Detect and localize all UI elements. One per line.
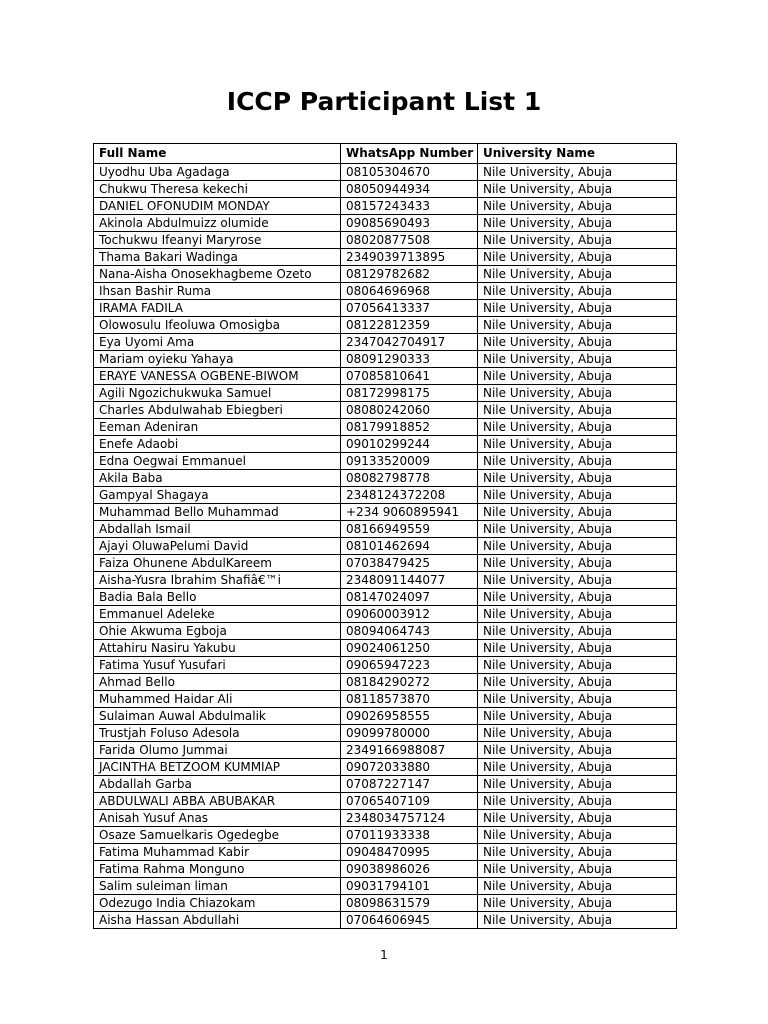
table-row <box>94 215 677 232</box>
table-header-row <box>94 144 677 164</box>
university-name-cell: Nile University, Abuja <box>478 589 677 606</box>
full-name-cell: Abdallah Garba <box>94 776 341 793</box>
full-name-cell: Mariam oyieku Yahaya <box>94 351 341 368</box>
whatsapp-number-cell: +234 9060895941 <box>341 504 478 521</box>
university-name-cell: Nile University, Abuja <box>478 776 677 793</box>
whatsapp-number-cell: 08122812359 <box>341 317 478 334</box>
whatsapp-number-cell: 08157243433 <box>341 198 478 215</box>
table-row <box>94 181 677 198</box>
full-name-cell: Edna Oegwai Emmanuel <box>94 453 341 470</box>
university-name-cell: Nile University, Abuja <box>478 691 677 708</box>
whatsapp-number-cell: 09031794101 <box>341 878 478 895</box>
full-name-cell: ABDULWALI ABBA ABUBAKAR <box>94 793 341 810</box>
table-row <box>94 674 677 691</box>
whatsapp-number-cell: 08147024097 <box>341 589 478 606</box>
whatsapp-number-cell: 2348091144077 <box>341 572 478 589</box>
table-row <box>94 470 677 487</box>
university-name-cell: Nile University, Abuja <box>478 912 677 929</box>
whatsapp-number-cell: 09024061250 <box>341 640 478 657</box>
whatsapp-number-cell: 08050944934 <box>341 181 478 198</box>
full-name-cell: Ajayi OluwaPelumi David <box>94 538 341 555</box>
whatsapp-number-cell: 07056413337 <box>341 300 478 317</box>
table-row <box>94 895 677 912</box>
full-name-cell: Chukwu Theresa kekechi <box>94 181 341 198</box>
table-row <box>94 266 677 283</box>
column-header-whatsapp-number: WhatsApp Number <box>341 144 478 164</box>
whatsapp-number-cell: 2348034757124 <box>341 810 478 827</box>
full-name-cell: Muhammed Haidar Ali <box>94 691 341 708</box>
table-row <box>94 334 677 351</box>
column-header-university-name: University Name <box>478 144 677 164</box>
university-name-cell: Nile University, Abuja <box>478 810 677 827</box>
whatsapp-number-cell: 07038479425 <box>341 555 478 572</box>
whatsapp-number-cell: 07064606945 <box>341 912 478 929</box>
whatsapp-number-cell: 07065407109 <box>341 793 478 810</box>
university-name-cell: Nile University, Abuja <box>478 725 677 742</box>
whatsapp-number-cell: 08129782682 <box>341 266 478 283</box>
full-name-cell: Thama Bakari Wadinga <box>94 249 341 266</box>
university-name-cell: Nile University, Abuja <box>478 232 677 249</box>
full-name-cell: JACINTHA BETZOOM KUMMIAP <box>94 759 341 776</box>
table-row <box>94 589 677 606</box>
full-name-cell: Anisah Yusuf Anas <box>94 810 341 827</box>
university-name-cell: Nile University, Abuja <box>478 283 677 300</box>
full-name-cell: Aisha Hassan Abdullahi <box>94 912 341 929</box>
table-row <box>94 164 677 181</box>
whatsapp-number-cell: 09072033880 <box>341 759 478 776</box>
table-row <box>94 572 677 589</box>
full-name-cell: Tochukwu Ifeanyi Maryrose <box>94 232 341 249</box>
table-row <box>94 232 677 249</box>
university-name-cell: Nile University, Abuja <box>478 742 677 759</box>
whatsapp-number-cell: 09099780000 <box>341 725 478 742</box>
university-name-cell: Nile University, Abuja <box>478 402 677 419</box>
whatsapp-number-cell: 08172998175 <box>341 385 478 402</box>
table-row <box>94 640 677 657</box>
full-name-cell: Badia Bala Bello <box>94 589 341 606</box>
university-name-cell: Nile University, Abuja <box>478 453 677 470</box>
table-row <box>94 300 677 317</box>
university-name-cell: Nile University, Abuja <box>478 317 677 334</box>
university-name-cell: Nile University, Abuja <box>478 334 677 351</box>
whatsapp-number-cell: 09048470995 <box>341 844 478 861</box>
whatsapp-number-cell: 07087227147 <box>341 776 478 793</box>
full-name-cell: Olowosulu Ifeoluwa Omosigba <box>94 317 341 334</box>
full-name-cell: Osaze Samuelkaris Ogedegbe <box>94 827 341 844</box>
whatsapp-number-cell: 09133520009 <box>341 453 478 470</box>
full-name-cell: Nana-Aisha Onosekhagbeme Ozeto <box>94 266 341 283</box>
whatsapp-number-cell: 09038986026 <box>341 861 478 878</box>
full-name-cell: Ahmad Bello <box>94 674 341 691</box>
university-name-cell: Nile University, Abuja <box>478 521 677 538</box>
full-name-cell: Emmanuel Adeleke <box>94 606 341 623</box>
whatsapp-number-cell: 08179918852 <box>341 419 478 436</box>
full-name-cell: Agili Ngozichukwuka Samuel <box>94 385 341 402</box>
whatsapp-number-cell: 08080242060 <box>341 402 478 419</box>
university-name-cell: Nile University, Abuja <box>478 249 677 266</box>
table-row <box>94 844 677 861</box>
full-name-cell: Fatima Rahma Monguno <box>94 861 341 878</box>
table-row <box>94 385 677 402</box>
university-name-cell: Nile University, Abuja <box>478 827 677 844</box>
table-row <box>94 810 677 827</box>
full-name-cell: ERAYE VANESSA OGBENE-BIWOM <box>94 368 341 385</box>
university-name-cell: Nile University, Abuja <box>478 538 677 555</box>
whatsapp-number-cell: 2349039713895 <box>341 249 478 266</box>
table-row <box>94 487 677 504</box>
university-name-cell: Nile University, Abuja <box>478 198 677 215</box>
whatsapp-number-cell: 08094064743 <box>341 623 478 640</box>
whatsapp-number-cell: 08082798778 <box>341 470 478 487</box>
university-name-cell: Nile University, Abuja <box>478 623 677 640</box>
whatsapp-number-cell: 08101462694 <box>341 538 478 555</box>
full-name-cell: Akinola Abdulmuizz olumide <box>94 215 341 232</box>
table-row <box>94 521 677 538</box>
page-number: 1 <box>380 948 388 962</box>
university-name-cell: Nile University, Abuja <box>478 164 677 181</box>
full-name-cell: Odezugo India Chiazokam <box>94 895 341 912</box>
page-title: ICCP Participant List 1 <box>226 87 542 116</box>
table-row <box>94 776 677 793</box>
university-name-cell: Nile University, Abuja <box>478 181 677 198</box>
table-row <box>94 793 677 810</box>
full-name-cell: Faiza Ohunene AbdulKareem <box>94 555 341 572</box>
full-name-cell: Fatima Yusuf Yusufari <box>94 657 341 674</box>
table-row <box>94 657 677 674</box>
table-row <box>94 691 677 708</box>
full-name-cell: Sulaiman Auwal Abdulmalik <box>94 708 341 725</box>
university-name-cell: Nile University, Abuja <box>478 368 677 385</box>
full-name-cell: Muhammad Bello Muhammad <box>94 504 341 521</box>
participant-table <box>93 143 677 929</box>
full-name-cell: Attahiru Nasiru Yakubu <box>94 640 341 657</box>
full-name-cell: Charles Abdulwahab Ebiegberi <box>94 402 341 419</box>
table-row <box>94 198 677 215</box>
table-row <box>94 419 677 436</box>
full-name-cell: Enefe Adaobi <box>94 436 341 453</box>
university-name-cell: Nile University, Abuja <box>478 640 677 657</box>
table-row <box>94 402 677 419</box>
full-name-cell: Eya Uyomi Ama <box>94 334 341 351</box>
whatsapp-number-cell: 08098631579 <box>341 895 478 912</box>
table-row <box>94 317 677 334</box>
full-name-cell: Ohie Akwuma Egboja <box>94 623 341 640</box>
university-name-cell: Nile University, Abuja <box>478 759 677 776</box>
full-name-cell: DANIEL OFONUDIM MONDAY <box>94 198 341 215</box>
table-row <box>94 827 677 844</box>
whatsapp-number-cell: 08091290333 <box>341 351 478 368</box>
table-row <box>94 623 677 640</box>
university-name-cell: Nile University, Abuja <box>478 572 677 589</box>
university-name-cell: Nile University, Abuja <box>478 487 677 504</box>
university-name-cell: Nile University, Abuja <box>478 300 677 317</box>
university-name-cell: Nile University, Abuja <box>478 419 677 436</box>
table-row <box>94 725 677 742</box>
table-row <box>94 861 677 878</box>
university-name-cell: Nile University, Abuja <box>478 504 677 521</box>
full-name-cell: Fatima Muhammad Kabir <box>94 844 341 861</box>
whatsapp-number-cell: 09010299244 <box>341 436 478 453</box>
university-name-cell: Nile University, Abuja <box>478 861 677 878</box>
university-name-cell: Nile University, Abuja <box>478 385 677 402</box>
table-row <box>94 453 677 470</box>
university-name-cell: Nile University, Abuja <box>478 657 677 674</box>
full-name-cell: Trustjah Foluso Adesola <box>94 725 341 742</box>
table-row <box>94 878 677 895</box>
university-name-cell: Nile University, Abuja <box>478 606 677 623</box>
whatsapp-number-cell: 08184290272 <box>341 674 478 691</box>
table-row <box>94 504 677 521</box>
whatsapp-number-cell: 07011933338 <box>341 827 478 844</box>
table-body <box>94 164 677 929</box>
table-row <box>94 538 677 555</box>
table-row <box>94 708 677 725</box>
table-row <box>94 759 677 776</box>
full-name-cell: Abdallah Ismail <box>94 521 341 538</box>
whatsapp-number-cell: 09026958555 <box>341 708 478 725</box>
table-row <box>94 351 677 368</box>
university-name-cell: Nile University, Abuja <box>478 895 677 912</box>
whatsapp-number-cell: 07085810641 <box>341 368 478 385</box>
whatsapp-number-cell: 08020877508 <box>341 232 478 249</box>
whatsapp-number-cell: 08118573870 <box>341 691 478 708</box>
table-row <box>94 368 677 385</box>
table-row <box>94 249 677 266</box>
university-name-cell: Nile University, Abuja <box>478 844 677 861</box>
full-name-cell: Eeman Adeniran <box>94 419 341 436</box>
university-name-cell: Nile University, Abuja <box>478 436 677 453</box>
whatsapp-number-cell: 2348124372208 <box>341 487 478 504</box>
full-name-cell: Aisha-Yusra Ibrahim Shafiâ€™i <box>94 572 341 589</box>
whatsapp-number-cell: 2347042704917 <box>341 334 478 351</box>
whatsapp-number-cell: 08064696968 <box>341 283 478 300</box>
table-row <box>94 436 677 453</box>
full-name-cell: Gampyal Shagaya <box>94 487 341 504</box>
full-name-cell: Uyodhu Uba Agadaga <box>94 164 341 181</box>
full-name-cell: Ihsan Bashir Ruma <box>94 283 341 300</box>
whatsapp-number-cell: 09065947223 <box>341 657 478 674</box>
column-header-full-name: Full Name <box>94 144 341 164</box>
whatsapp-number-cell: 08166949559 <box>341 521 478 538</box>
whatsapp-number-cell: 2349166988087 <box>341 742 478 759</box>
table-row <box>94 742 677 759</box>
university-name-cell: Nile University, Abuja <box>478 878 677 895</box>
university-name-cell: Nile University, Abuja <box>478 555 677 572</box>
full-name-cell: Farida Olumo Jummai <box>94 742 341 759</box>
whatsapp-number-cell: 09060003912 <box>341 606 478 623</box>
university-name-cell: Nile University, Abuja <box>478 708 677 725</box>
whatsapp-number-cell: 08105304670 <box>341 164 478 181</box>
full-name-cell: IRAMA FADILA <box>94 300 341 317</box>
university-name-cell: Nile University, Abuja <box>478 266 677 283</box>
university-name-cell: Nile University, Abuja <box>478 674 677 691</box>
whatsapp-number-cell: 09085690493 <box>341 215 478 232</box>
full-name-cell: Salim suleiman liman <box>94 878 341 895</box>
university-name-cell: Nile University, Abuja <box>478 215 677 232</box>
university-name-cell: Nile University, Abuja <box>478 351 677 368</box>
table-row <box>94 606 677 623</box>
full-name-cell: Akila Baba <box>94 470 341 487</box>
table-row <box>94 912 677 929</box>
university-name-cell: Nile University, Abuja <box>478 470 677 487</box>
table-row <box>94 283 677 300</box>
university-name-cell: Nile University, Abuja <box>478 793 677 810</box>
table-row <box>94 555 677 572</box>
